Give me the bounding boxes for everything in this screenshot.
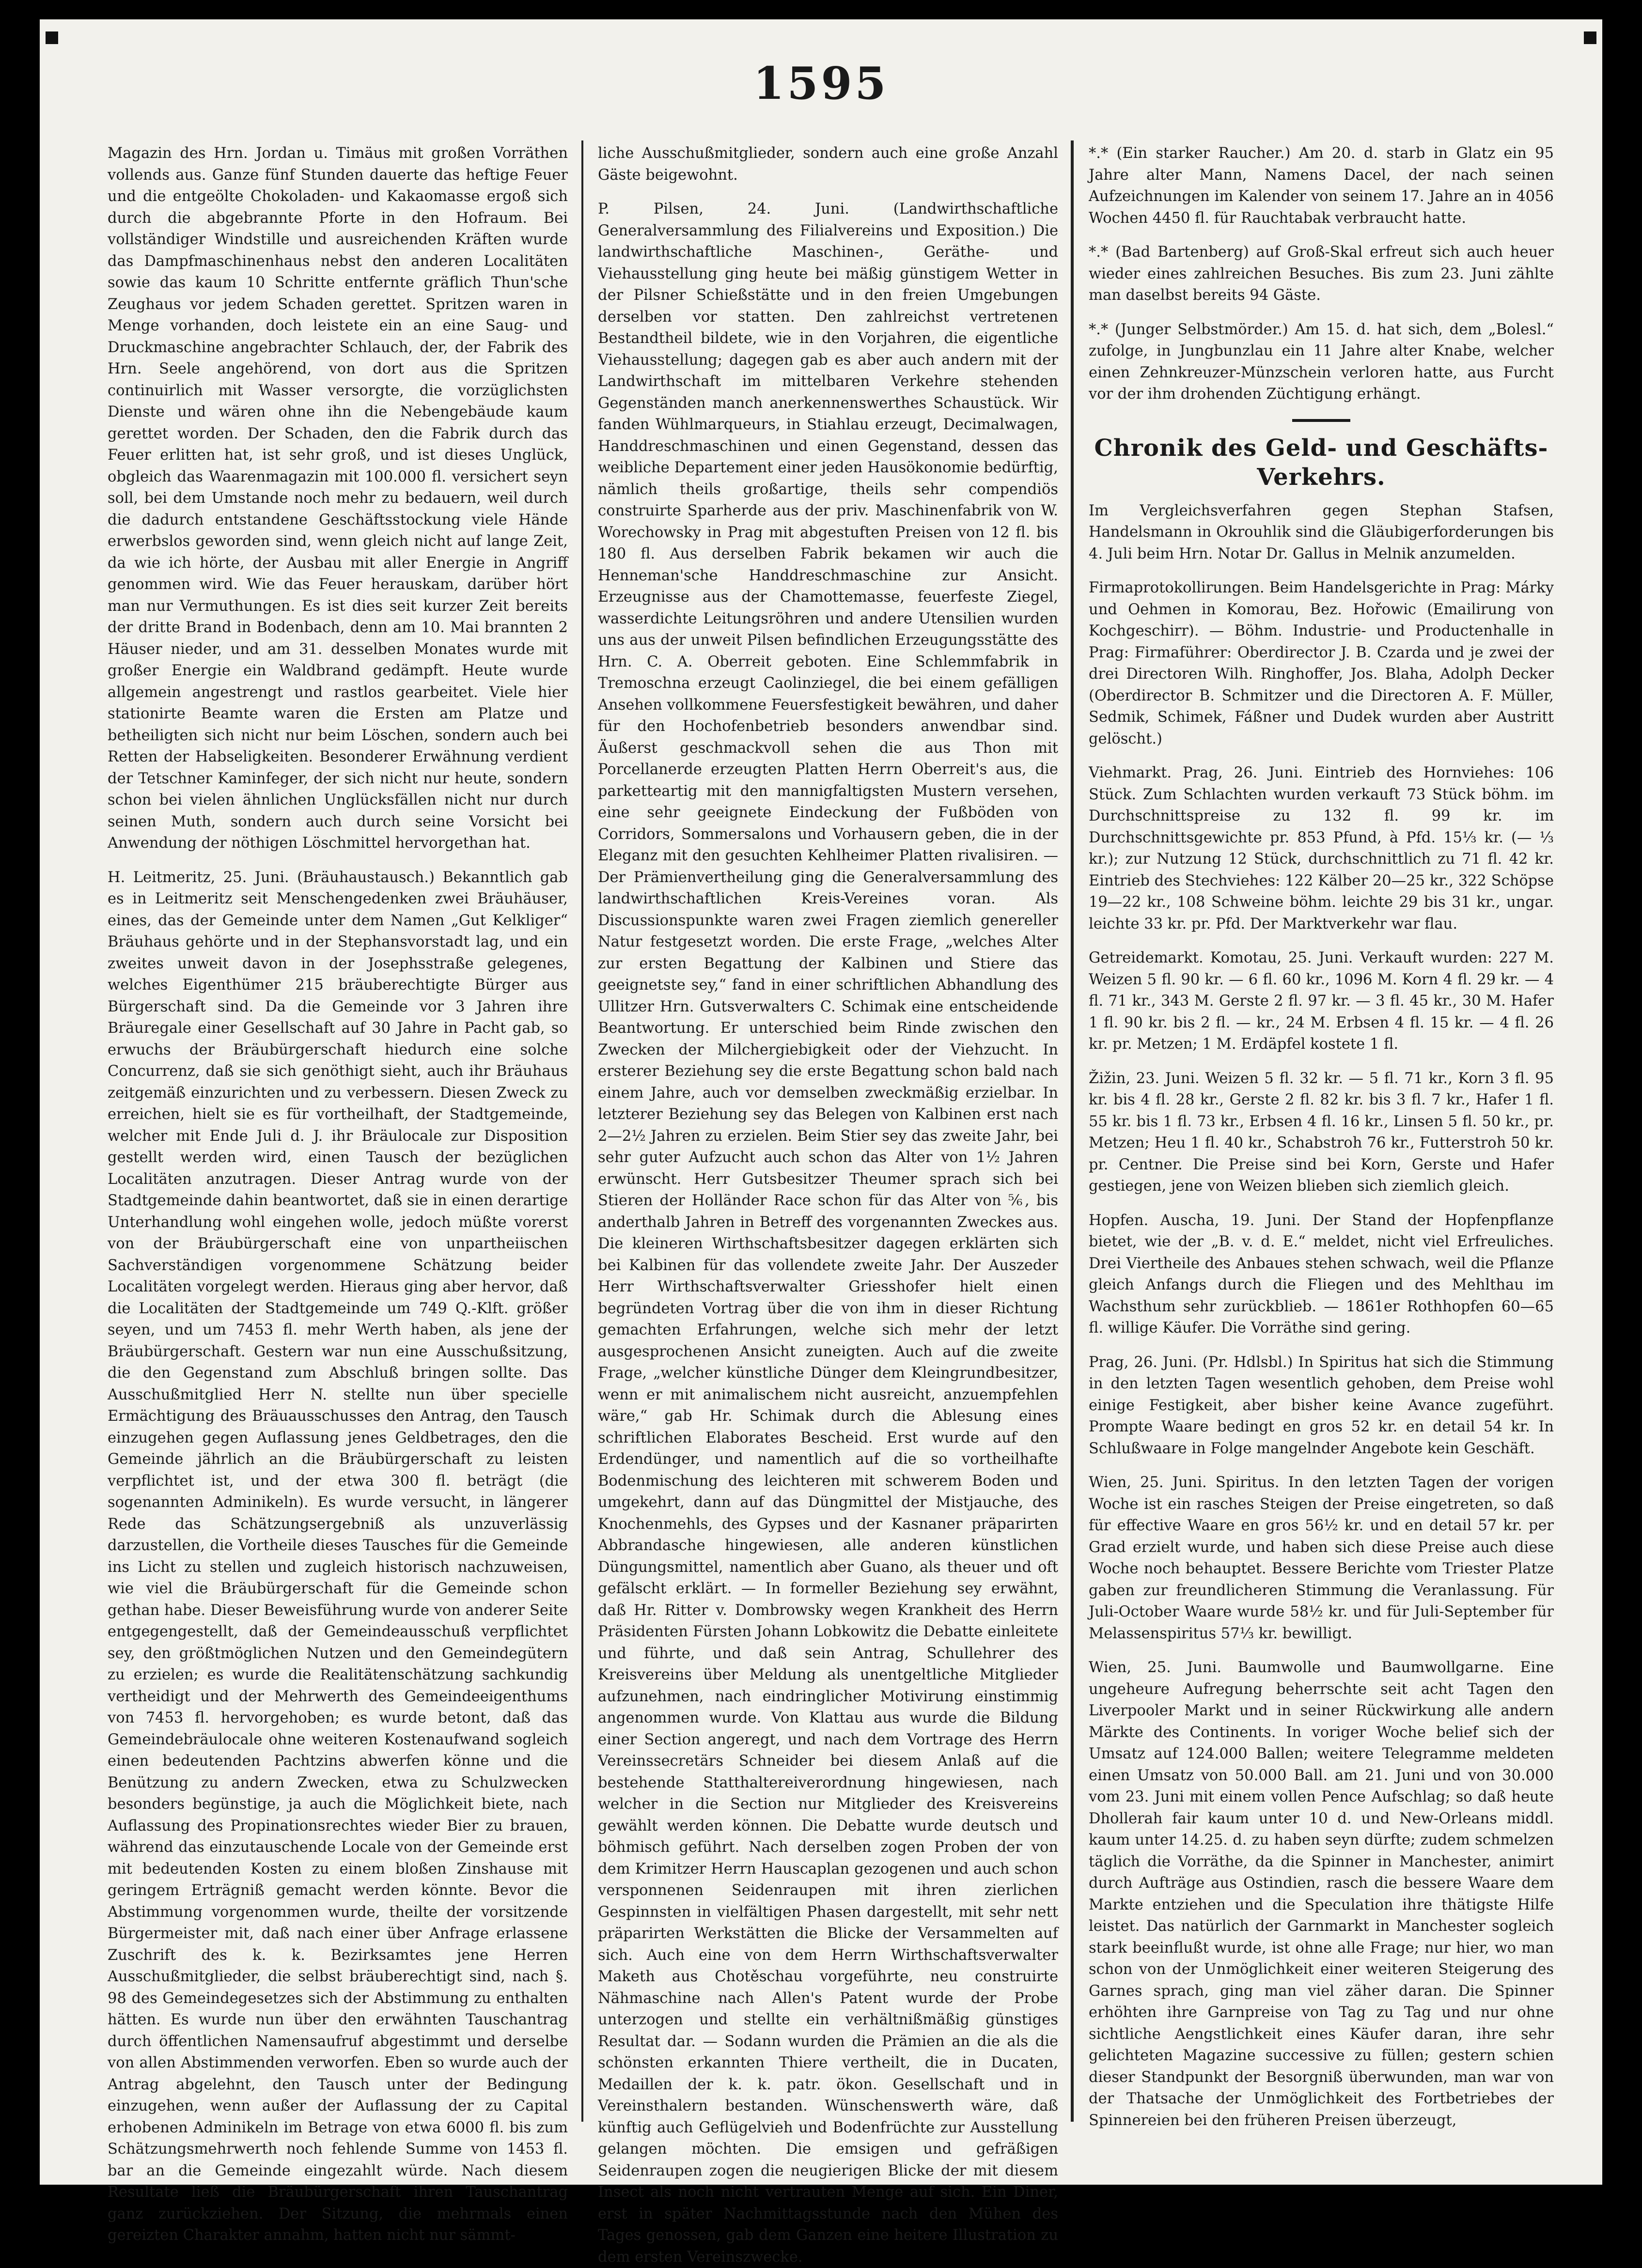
column-divider (581, 140, 583, 2122)
column-3 (1089, 143, 1554, 2129)
section-heading: Chronik des Geld- und Geschäfts-Verkehrs. (1094, 434, 1548, 491)
page-number: 1595 (753, 57, 889, 109)
notice-text: *.* (Bad Bartenberg) auf Groß-Skal erfreut sich auch heuer wieder eines zahlreichen Besuches. Bis zum 23. Juni zählte man daselbst bereits 94 Gäste. (1089, 244, 1554, 304)
article-text: Wien, 25. Juni. Baumwolle und Baumwollgarne. Eine ungeheure Aufregung beherrschte seit acht Tagen den Liverpooler Markt und in seiner Rückwirkung alle andern Märkte des Continents. In voriger Woche belief sich der Umsatz auf 124.000 Ballen; weitere Telegramme meldeten einen Umsatz von 50.000 Ball. am 21. Juni und von 30.000 vom 23. Juni mit einem vollen Pence Aufschlag; so daß heute Dhollerah fair kaum unter 10 d. und New-Orleans middl. kaum unter 14.25. d. zu haben seyn dürfte; zudem schmelzen täglich die Vorräthe, da die Spinner in Manchester, animirt durch Aufträge aus Ostindien, rasch die bessere Waare dem Markte entziehen und die Speculation ihre thätigste Hilfe leistet. Das natürlich der Garnmarkt in Manchester sogleich stark beeinflußt wurde, ist ohne alle Frage; nur hier, wo man schon von der Unmöglichkeit einer weiteren Steigerung des Garnes sprach, ging man viel zäher daran. Die Spinner erhöhten ihre Garnpreise von Tag zu Tag und nur ohne sichtliche Aengstlichkeit eines Käufer daran, ihre sehr gelichteten Magazine successive zu füllen; gestern schien dieser Standpunkt der Besorgniß überwunden, man war von der Thatsache der Unmöglichkeit des Fortbetriebes der Spinnereien bei den früheren Preisen überzeugt, (1089, 1659, 1554, 2129)
article-text: Wien, 25. Juni. Spiritus. In den letzten Tagen der vorigen Woche ist ein rasches Steigen der Preise eingetreten, so daß für effective Waare en gros 56½ kr. und en detail 57 kr. per Grad erzielt wurde, und haben sich diese Preise auch diese Woche noch behauptet. Bessere Berichte vom Triester Platze gaben zur freundlicheren Stimmung die Veranlassung. Für Juli-October Waare wurde 58½ kr. und für Juli-September für Melassenspiritus 57⅓ kr. bewilligt. (1089, 1474, 1554, 1642)
article-text: Magazin des Hrn. Jordan u. Timäus mit großen Vorräthen vollends aus. Ganze fünf Stunden dauerte das heftige Feuer und die entgeölte Chokoladen- und Kakaomasse ergoß sich durch die abgebrannte Pforte in den Hofraum. Bei vollständiger Windstille und ausreichenden Kräften wurde das Dampfmaschinenhaus nebst den anderen Localitäten sowie das kaum 10 Schritte entfernte gräflich Thun'sche Zeughaus vor jedem Schaden gerettet. Spritzen waren in Menge vorhanden, doch leistete ein an eine Saug- und Druckmaschine angebrachter Schlauch, der, der Fabrik des Hrn. Seele angehörend, von dort aus die Spritzen continuirlich mit Wasser versorgte, die vorzüglichsten Dienste und wären ohne ihn die Nebengebäude kaum gerettet worden. Der Schaden, den die Fabrik durch das Feuer erlitten hat, ist sehr groß, und ist dieses Unglück, obgleich das Waarenmagazin mit 100.000 fl. versichert seyn soll, bei dem Umstande noch mehr zu bedauern, weil durch die dadurch entstandene Geschäftsstockung viele Hände erwerbslos geworden sind, wenn gleich nicht auf lange Zeit, da wie ich hörte, der Ausbau mit aller Energie in Angriff genommen wird. Wie das Feuer herauskam, darüber hört man nur Vermuthungen. Es ist dies seit kurzer Zeit bereits der dritte Brand in Bodenbach, denn am 10. Mai brannten 2 Häuser nieder, und am 31. desselben Monates wurde mit großer Energie ein Waldbrand gedämpft. Heute wurde allgemein angestrengt und rastlos gearbeitet. Viele hier stationirte Beamte waren die Ersten am Platze und betheiligten sich nicht nur beim Löschen, sondern auch bei Retten der Habseligkeiten. Besonderer Erwähnung verdient der Tetschner Kaminfeger, der sich nicht nur heute, sondern schon bei vielen ähnlichen Unglücksfällen nicht nur durch seinen Muth, sondern auch durch seine Vorsicht bei Anwendung der nöthigen Löschmittel hervorgethan hat. (108, 145, 568, 852)
column-2 (598, 143, 1058, 2266)
column-divider (1071, 140, 1074, 2122)
article-text: Viehmarkt. Prag, 26. Juni. Eintrieb des Hornviehes: 106 Stück. Zum Schlachten wurden verkauft 73 Stück böhm. im Durchschnittspreise zu 132 fl. 99 kr. im Durchschnittsgewichte pr. 853 Pfund, à Pfd. 15⅓ kr. (— ⅓ kr.); zur Nutzung 12 Stück, durchschnittlich zu 71 fl. 42 kr. Eintrieb des Stechviehes: 122 Kälber 20—25 kr., 322 Schöpse 19—22 kr., 108 Schweine böhm. leichte 29 bis 31 kr., ungar. leichte 33 kr. pr. Pfd. Der Marktverkehr war flau. (1089, 764, 1554, 932)
article-text: Žižin, 23. Juni. Weizen 5 fl. 32 kr. — 5 fl. 71 kr., Korn 3 fl. 95 kr. bis 4 fl. 28 kr., Gerste 2 fl. 82 kr. bis 3 fl. 7 kr., Hafer 1 fl. 55 kr. bis 1 fl. 73 kr., Erbsen 4 fl. 16 kr., Linsen 5 fl. 50 kr., pr. Metzen; Heu 1 fl. 40 kr., Schabstroh 76 kr., Futterstroh 50 kr. pr. Centner. Die Preise sind bei Korn, Gerste und Hafer gestiegen, jene von Weizen blieben sich ziemlich gleich. (1089, 1070, 1554, 1195)
notice-text: *.* (Junger Selbstmörder.) Am 15. d. hat sich, dem „Bolesl.“ zufolge, in Jungbunzlau ein 11 Jahre alter Knabe, welcher einen Zehnkreuzer-Münzschein verloren hatte, aus Furcht vor der ihm drohenden Züchtigung erhängt. (1089, 321, 1554, 403)
corner-mark (1584, 31, 1596, 44)
article-text: P. Pilsen, 24. Juni. (Landwirthschaftliche Generalversammlung des Filialvereins und Exposition.) Die landwirthschaftliche Maschinen-, Geräthe- und Viehausstellung ging heute bei mäßig günstigem Wetter in der Pilsner Schießstätte und in den freien Umgebungen derselben vor statten. Den zahlreichst vertretenen Bestandtheil bildete, wie in den Vorjahren, die eigentliche Viehausstellung; dagegen gab es aber auch andern mit der Landwirthschaft im mittelbaren Verkehre stehenden Gegenständen manch anerkennenswerthes Schaustück. Wir fanden Wühlmarqueurs, in Stiahlau erzeugt, Decimalwagen, Handdreschmaschinen und einen Gegenstand, dessen das weibliche Departement einer jeden Hausökonomie bedürftig, nämlich theils großartige, theils sehr compendiös construirte Sparherde aus der priv. Maschinenfabrik von W. Worechowsky in Prag mit abgestuften Preisen von 12 fl. bis 180 fl. Aus derselben Fabrik bekamen wir auch die Henneman'sche Handdreschmaschine zur Ansicht. Erzeugnisse aus der Chamottemasse, feuerfeste Ziegel, wasserdichte Leitungsröhren und andere Utensilien wurden uns aus der unweit Pilsen befindlichen Erzeugungsstätte des Hrn. C. A. Oberreit geboten. Eine Schlemmfabrik in Tremoschna erzeugt Caolinziegel, die bei einem gefälligen Ansehen vollkommene Feuersfestigkeit bewähren, und daher für den Hochofenbetrieb besonders anwendbar sind. Äußerst geschmackvoll sehen die aus Thon mit Porcellanerde erzeugten Platten Herrn Oberreit's aus, die parketteartig mit den mannigfaltigsten Mustern versehen, eine sehr geeignete Eindeckung der Fußböden von Corridors, Sommersalons und Vorhausern geben, die in der Eleganz mit den gesuchten Kehlheimer Platten rivalisiren. — Der Prämienvertheilung ging die Generalversammlung des landwirthschaftlichen Kreis-Vereines voran. Als Discussionspunkte waren zwei Fragen ziemlich genereller Natur festgesetzt worden. Die erste Frage, „welches Alter zur ersten Begattung der Kalbinen und Stiere das geeignetste sey,“ fand in einer schriftlichen Abhandlung des Ullitzer Hrn. Gutsverwalters C. Schimak eine entscheidende Beantwortung. Er unterschied beim Rinde zwischen den Zwecken der Milchergiebigkeit oder der Viehzucht. In ersterer Beziehung sey die erste Begattung schon bald nach einem Jahre, auch vor demselben zweckmäßig erzielbar. In letzterer Beziehung sey das Belegen von Kalbinen erst nach 2—2½ Jahren zu erzielen. Beim Stier sey das zweite Jahr, bei sehr guter Aufzucht auch schon das Alter von 1½ Jahren erwünscht. Herr Gutsbesitzer Theumer sprach sich bei Stieren der Holländer Race schon für das Alter von ⅚, bis anderthalb Jahren in Betreff des vorgenannten Zweckes aus. Die kleineren Wirthschaftsbesitzer dagegen erklärten sich bei Kalbinen für das vollendete zweite Jahr. Der Auszeder Herr Wirthschaftsverwalter Griesshofer hielt einen begründeten Vortrag über die von ihm in dieser Richtung gemachten Erfahrungen, welche sich mehr der letzt ausgesprochenen Ansicht zuneigten. Auch auf die zweite Frage, „welcher künstliche Dünger dem Kleingrundbesitzer, wenn er mit animalischem nicht ausreicht, anzuempfehlen wäre,“ gab Hr. Schimak durch die Ablesung eines schriftlichen Elaborates Bescheid. Erst wurde auf den Erdendünger, und namentlich auf die so vortheilhafte Bodenmischung des leichteren mit schwerem Boden und umgekehrt, dann auf das Düngmittel der Mistjauche, des Knochenmehls, des Gypses und der Kasnaner präparirten Abbrandasche hingewiesen, alle anderen künstlichen Düngungsmittel, namentlich aber Guano, als theuer und oft gefälscht erklärt. — In formeller Beziehung sey erwähnt, daß Hr. Ritter v. Dombrowsky wegen Krankheit des Herrn Präsidenten Fürsten Johann Lobkowitz die Debatte einleitete und führte, und daß sein Antrag, Schullehrer des Kreisvereins über Meldung als unentgeltliche Mitglieder aufzunehmen, nach eindringlicher Motivirung einstimmig angenommen wurde. Von Klattau aus wurde die Bildung einer Section angeregt, und nach dem Vortrage des Herrn Vereinssecretärs Schneider bei diesem Anlaß auf die bestehende Statthaltereiverordnung hingewiesen, nach welcher in die Section nur Mitglieder des Kreisvereins gewählt werden können. Die Debatte wurde deutsch und böhmisch geführt. Nach derselben zogen Proben der von dem Krimitzer Herrn Hauscaplan gezogenen und auch schon versponnenen Seidenraupen mit ihren zierlichen Gespinnsten in vielfältigen Phasen dargestellt, mit sehr nett präparirten Werkstätten die Blicke der Versammelten auf sich. Auch eine von dem Herrn Wirthschaftsverwalter Maketh aus Chotěschau vorgeführte, neu construirte Nähmaschine nach Allen's Patent wurde der Probe unterzogen und stellte ein verhältnißmäßig günstiges Resultat dar. — Sodann wurden die Prämien an die als die schönsten erkannten Thiere vertheilt, die in Ducaten, Medaillen der k. k. patr. ökon. Gesellschaft und in Vereinsthalern bestanden. Wünschenswerth wäre, daß künftig auch Geflügelvieh und Bodenfrüchte zur Ausstellung gelangen möchten. Die emsigen und gefräßigen Seidenraupen zogen die neugierigen Blicke der mit diesem Insect als noch nicht vertrauten Menge auf sich. Ein Diner, erst in später Nachmittagsstunde nach den Mühen des Tages genossen, gab dem Ganzen eine heitere Illustration zu dem ersten Vereinszwecke. (598, 201, 1058, 2266)
article-text: Firmaprotokollirungen. Beim Handelsgerichte in Prag: Márky und Oehmen in Komorau, Bez. Hořowic (Emailirung von Kochgeschirr). — Böhm. Industrie- und Productenhalle in Prag: Firmaführer: Oberdirector J. B. Czarda und je zwei der drei Directoren Wilh. Ringhoffer, Jos. Blaha, Adolph Decker (Oberdirector B. Schmitzer und die Directoren A. F. Müller, Sedmik, Schimek, Fáßner und Dudek wurden aber Austritt gelöscht.) (1089, 579, 1554, 747)
notice-text: *.* (Ein starker Raucher.) Am 20. d. starb in Glatz ein 95 Jahre alter Mann, Namens Dacel, der nach seinen Aufzeichnungen im Kalender von seinem 17. Jahre an in 4056 Wochen 4450 fl. für Rauchtabak verbraucht hatte. (1089, 145, 1554, 227)
column-1 (108, 143, 568, 2244)
section-rule (1292, 419, 1350, 422)
article-text: Prag, 26. Juni. (Pr. Hdlsbl.) In Spiritus hat sich die Stimmung in den letzten Tagen wesentlich gehoben, dem Preise wohl einige Festigkeit, aber bisher keine Avance zugeführt. Prompte Waare bedingt en gros 52 kr. en detail 54 kr. In Schlußwaare in Folge mangelnder Angebote kein Geschäft. (1089, 1353, 1554, 1457)
article-text: Im Vergleichsverfahren gegen Stephan Stafsen, Handelsmann in Okrouhlik sind die Gläubigerforderungen bis 4. Juli beim Hrn. Notar Dr. Gallus in Melnik anzumelden. (1089, 502, 1554, 562)
article-text: Hopfen. Auscha, 19. Juni. Der Stand der Hopfenpflanze bietet, wie der „B. v. d. E.“ meldet, nicht viel Erfreuliches. Drei Viertheile des Anbaues stehen schwach, weil die Pflanze gleich Anfangs durch die Fliegen und des Mehlthau im Wachsthum sehr zurückblieb. — 1861er Rothhopfen 60—65 fl. willige Käufer. Die Vorräthe sind gering. (1089, 1212, 1554, 1336)
newspaper-page (40, 19, 1602, 2266)
article-text: H. Leitmeritz, 25. Juni. (Bräuhaustausch.) Bekanntlich gab es in Leitmeritz seit Menschengedenken zwei Bräuhäuser, eines, das der Gemeinde unter dem Namen „Gut Kelkliger“ Bräuhaus gehörte und in der Stephansvorstadt lag, und ein zweites unweit davon in der Josephsstraße gelegenes, welches Eigenthümer 215 bräuberechtigte Bürger aus Bürgerschaft sind. Da die Gemeinde vor 3 Jahren ihre Bräuregale einer Gesellschaft auf 30 Jahre in Pacht gab, so erwuchs der Bräubürgerschaft hiedurch eine solche Concurrenz, daß sie sich genöthigt sieht, auch ihr Bräuhaus zeitgemäß einzurichten und zu verbessern. Diesen Zweck zu erreichen, hielt sie es für vortheilhaft, der Stadtgemeinde, welcher mit Ende Juli d. J. ihr Bräulocale zur Disposition gestellt werden wird, einen Tausch der bezüglichen Localitäten anzutragen. Dieser Antrag wurde von der Stadtgemeinde dahin beantwortet, daß sie in einen derartige Unterhandlung wohl eingehen wolle, jedoch müßte vorerst von der Bräubürgerschaft eine von unpartheiischen Sachverständigen vorgenommene Schätzung beider Localitäten vorgelegt werden. Hieraus ging aber hervor, daß die Localitäten der Stadtgemeinde um 749 Q.-Klft. größer seyen, und um 7453 fl. mehr Werth haben, als jene der Bräubürgerschaft. Gestern war nun eine Ausschußsitzung, die den Gegenstand zum Abschluß bringen sollte. Das Ausschußmitglied Herr N. stellte nun über specielle Ermächtigung des Bräuausschusses den Antrag, den Tausch einzugehen gegen Auflassung jenes Geldbetrages, den die Gemeinde jährlich an die Bräubürgerschaft zu leisten verpflichtet ist, und der etwa 300 fl. beträgt (die sogenannten Adminikeln). Es wurde versucht, in längerer Rede das Schätzungsergebniß als unzuverlässig darzustellen, die Vortheile dieses Tausches für die Gemeinde ins Licht zu stellen und zugleich historisch nachzuweisen, wie viel die Bräubürgerschaft für die Gemeinde schon gethan habe. Dieser Beweisführung wurde von anderer Seite entgegengestellt, daß der Gemeindeausschuß verpflichtet sey, den größtmöglichen Nutzen und den Gemeindegütern zu erzielen; es wurde die Realitätenschätzung sachkundig vertheidigt und der Mehrwerth des Gemeindeeigenthums von 7453 fl. hervorgehoben; es wurde betont, daß das Gemeindebräulocale ohne weiteren Kostenaufwand sogleich einen bedeutenden Pachtzins abwerfen könne und die Benützung zu andern Zwecken, etwa zu Schulzwecken besonders begünstige, ja auch die Möglichkeit biete, nach Auflassung des Propinationsrechtes wieder Bier zu brauen, während das einzutauschende Locale von der Gemeinde erst mit bedeutenden Kosten zu einem bloßen Zinshause mit geringem Erträgniß gemacht werden könnte. Bevor die Abstimmung vorgenommen wurde, theilte der vorsitzende Bürgermeister mit, daß nach einer über Anfrage erlassene Zuschrift des k. k. Bezirksamtes jene Herren Ausschußmitglieder, die selbst bräuberechtigt sind, nach §. 98 des Gemeindegesetzes sich der Abstimmung zu enthalten hätten. Es wurde nun über den erwähnten Tauschantrag durch öffentlichen Namensaufruf abgestimmt und derselbe von allen Abstimmenden verworfen. Eben so wurde auch der Antrag abgelehnt, den Tausch unter der Bedingung einzugehen, wenn außer der Auflassung der zu Capital erhobenen Adminikeln im Betrage von etwa 6000 fl. bis zum Schätzungsmehrwerth noch fehlende Summe von 1453 fl. bar an die Gemeinde eingezahlt würde. Nach diesem Resultate ließ die Bräubürgerschaft ihren Tauschantrag ganz zurückziehen. Der Sitzung, die mehrmals einen gereizten Charakter annahm, hatten nicht nur sämmt- (108, 869, 568, 2244)
article-text: liche Ausschußmitglieder, sondern auch eine große Anzahl Gäste beigewohnt. (598, 145, 1058, 184)
corner-mark (46, 31, 58, 44)
article-text: Getreidemarkt. Komotau, 25. Juni. Verkauft wurden: 227 M. Weizen 5 fl. 90 kr. — 6 fl. 60 kr., 1096 M. Korn 4 fl. 29 kr. — 4 fl. 71 kr., 343 M. Gerste 2 fl. 97 kr. — 3 fl. 45 kr., 30 M. Hafer 1 fl. 90 kr. bis 2 fl. — kr., 24 M. Erbsen 4 fl. 15 kr. — 4 fl. 26 kr. pr. Metzen; 1 M. Erdäpfel kostete 1 fl. (1089, 949, 1554, 1053)
